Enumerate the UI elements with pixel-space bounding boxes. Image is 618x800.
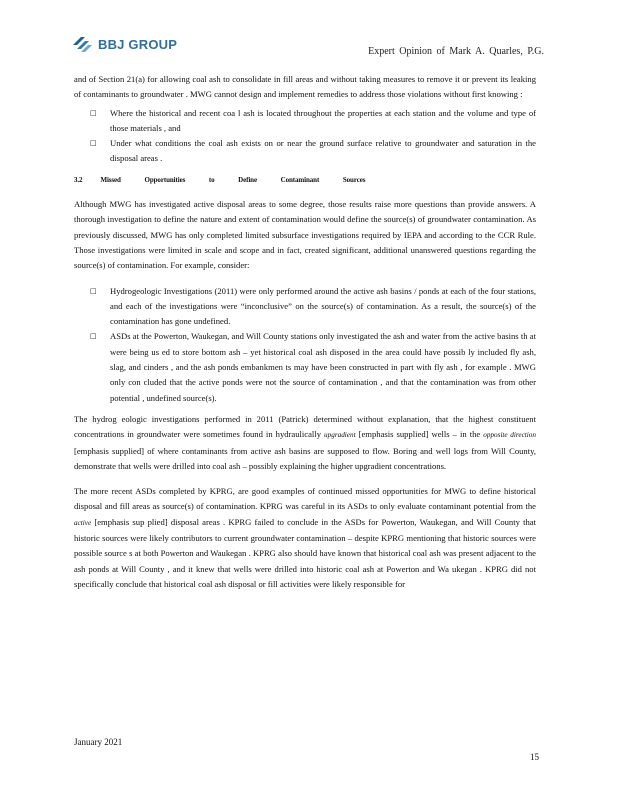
paragraph-3: The more recent ASDs completed by KPRG, are good examples of continued missed opportunities for MWG to define historical disposal and fill areas as source(s) of contamination. KPRG was careful in its ASDs to only evaluate contaminant potential from the active [emphasis sup plied] disposal areas . KPRG failed to conclude in the ASDs for Powerton, Waukegan, and Will County that historic sources were likely contributors to current groundwater contamination – despite KPRG mentioning that historic sources were possible source s at both Powerton and Waukegan . KPRG also should have known that historical coal ash was present adjacent to the ash ponds at Will County , and it knew that wells were drilled into historic coal ash at Powerton and Wa ukegan . KPRG did not specifically conclude that historical coal ash disposal or fill activities were likely responsible for: [74, 486, 536, 589]
bullet-icon: □: [90, 286, 97, 295]
logo-text: BBJ GROUP: [98, 36, 178, 52]
section-number: 3.2: [74, 175, 83, 184]
intro-bullet-list: [74, 106, 536, 167]
emphasis-active: active: [74, 518, 92, 527]
intro-paragraph: and of Section 21(a) for allowing coal ash to consolidate in fill areas and without taking measures to remove it or prevent its leaking of contaminants to groundwater . MWG cannot design and implement remedies to address those violations without first knowing :: [74, 74, 536, 100]
document-title: Expert Opinion of Mark A. Quarles, P.G.: [368, 46, 544, 57]
investigation-bullet-list: [74, 284, 536, 406]
list-item: □ Where the historical and recent coa l ash is located throughout the properties at each station and the volume and type of those materials , and: [90, 107, 536, 133]
list-item: □ ASDs at the Powerton, Waukegan, and Will County stations only investigated the ash and water from the active basins th at were being us ed to store bottom ash – yet historical coal ash disposed in the area could have possib ly included fly ash, slag, and cinders , and the ash ponds embankmen ts may have been constructed in part with fly ash , for example . MWG only con cluded that the active ponds were not the source of contamination , and that the contamination was from other potential , undefined source(s).: [90, 331, 536, 403]
section-title: Missed Opportunities to Define Contaminant Sources: [100, 175, 366, 184]
bullet-icon: □: [90, 332, 97, 341]
emphasis-opposite-direction: opposite direction: [483, 431, 536, 440]
page-number: 15: [530, 752, 539, 762]
bullet-icon: □: [90, 139, 97, 148]
paragraph-1: Although MWG has investigated active disposal areas to some degree, those results raise more questions than provide answers. A thorough investigation to define the nature and extent of contamination would define the source(s) of groundwater contamination. As previously discussed, MWG has only completed limited subsurface investigations required by IEPA and according to the CCR Rule. Those investigations were limited in scale and scope and in fact, created significant, additional unanswered questions regarding the source(s) of contamination. For example, consider:: [74, 199, 536, 271]
footer-date: January 2021: [74, 737, 123, 747]
section-heading: [74, 173, 536, 188]
page-body: [74, 72, 536, 592]
paragraph-2: The hydrog eologic investigations performed in 2011 (Patrick) determined without explanation, that the highest constituent concentrations in groundwater were sometimes found in hydraulically upgradient [emphasis supplied] wells – in the opposite direction [emphasis supplied] of where contaminants from active ash basins are supposed to flow. Boring and well logs from Will County, demonstrate that wells were drilled into coal ash – possibly explaining the higher upgradient concentrations.: [74, 413, 536, 471]
bbj-logo-icon: [73, 36, 93, 52]
list-item: □ Under what conditions the coal ash exists on or near the ground surface relative to groundwater and saturation in the disposal areas .: [90, 138, 536, 164]
company-logo: [73, 36, 177, 52]
list-item: □ Hydrogeologic Investigations (2011) were only performed around the active ash basins / ponds at each of the four stations, and each of the investigations were “inconclusive” on the source(s) of contamination. As a result, the source(s) of the contamination has gone undefined.: [90, 285, 536, 327]
emphasis-upgradient: upgradient: [324, 431, 356, 440]
bullet-icon: □: [90, 108, 97, 117]
